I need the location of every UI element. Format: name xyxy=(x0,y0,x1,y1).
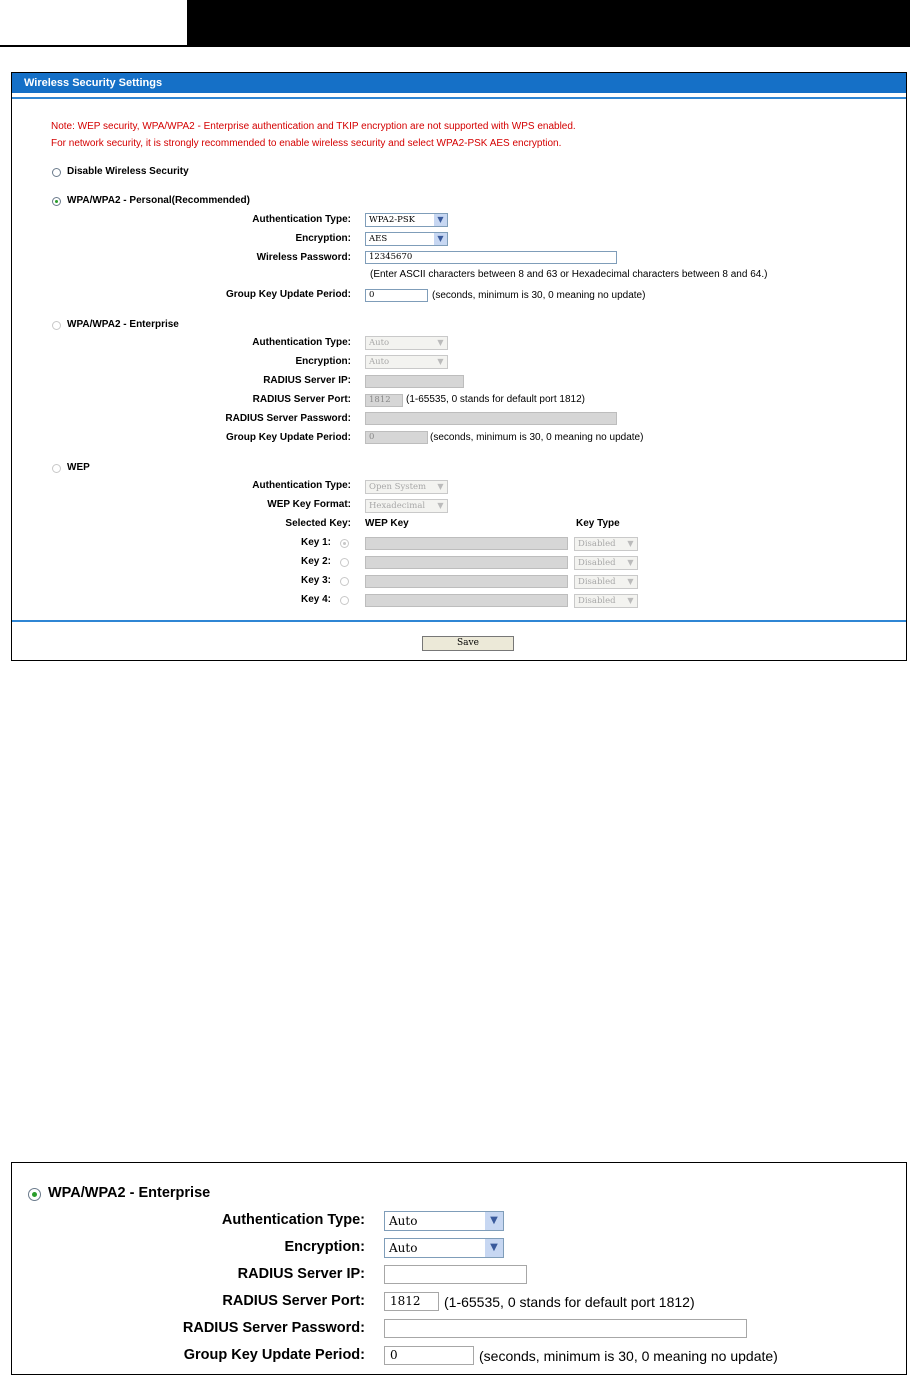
wep-key4-type-value: Disabled xyxy=(578,596,616,606)
note-recommend: For network security, it is strongly recommended to enable wireless security and select WPA2-PSK AES encryption. xyxy=(51,138,562,149)
chevron-down-icon: ▼ xyxy=(434,214,447,226)
zoom-enc-select[interactable] xyxy=(384,1238,504,1258)
enterprise-port-label: RADIUS Server Port: xyxy=(252,394,351,405)
wep-key-type-header: Key Type xyxy=(576,518,620,529)
wep-format-value: Hexadecimal xyxy=(369,501,426,511)
disable-security-radio[interactable] xyxy=(52,168,61,177)
enterprise-enc-label: Encryption: xyxy=(295,356,351,367)
personal-auth-value: WPA2-PSK xyxy=(369,215,415,225)
personal-enc-label: Encryption: xyxy=(295,233,351,244)
wep-key2-label: Key 2: xyxy=(300,556,331,567)
enterprise-port-input[interactable]: 1812 xyxy=(365,394,403,407)
zoom-port-label: RADIUS Server Port: xyxy=(222,1293,365,1309)
enterprise-auth-label: Authentication Type: xyxy=(252,337,351,348)
enterprise-password-input[interactable] xyxy=(365,412,617,425)
chevron-down-icon: ▼ xyxy=(434,500,447,512)
chevron-down-icon: ▼ xyxy=(624,576,637,588)
wep-key2-type-value: Disabled xyxy=(578,558,616,568)
enterprise-gk-input[interactable]: 0 xyxy=(365,431,428,444)
wep-radio[interactable] xyxy=(52,464,61,473)
wep-key2-type-select[interactable] xyxy=(574,556,638,570)
wep-key2-input[interactable] xyxy=(365,556,568,569)
panel-footer-divider xyxy=(12,620,906,622)
personal-gk-input[interactable]: 0 xyxy=(365,289,428,302)
chevron-down-icon: ▼ xyxy=(485,1239,503,1257)
wep-key4-type-select[interactable] xyxy=(574,594,638,608)
chevron-down-icon: ▼ xyxy=(434,356,447,368)
zoom-gk-label: Group Key Update Period: xyxy=(183,1347,365,1363)
wep-key3-type-value: Disabled xyxy=(578,577,616,587)
wep-key1-type-value: Disabled xyxy=(578,539,616,549)
chevron-down-icon: ▼ xyxy=(485,1212,503,1230)
zoom-gk-hint: (seconds, minimum is 30, 0 meaning no update) xyxy=(479,1348,778,1364)
enterprise-label: WPA/WPA2 - Enterprise xyxy=(67,319,179,330)
zoom-port-input[interactable]: 1812 xyxy=(384,1292,439,1311)
wep-key3-label: Key 3: xyxy=(300,575,331,586)
zoom-auth-label: Authentication Type: xyxy=(221,1212,365,1228)
zoom-auth-value: Auto xyxy=(389,1214,418,1228)
personal-gk-hint: (seconds, minimum is 30, 0 meaning no update) xyxy=(432,290,646,301)
personal-label: WPA/WPA2 - Personal(Recommended) xyxy=(67,195,250,206)
enterprise-gk-label: Group Key Update Period: xyxy=(225,432,351,443)
enterprise-radio[interactable] xyxy=(52,321,61,330)
wep-auth-value: Open System xyxy=(369,482,427,492)
zoom-port-hint: (1-65535, 0 stands for default port 1812) xyxy=(444,1294,695,1310)
zoom-auth-select[interactable] xyxy=(384,1211,504,1231)
page-header-rule xyxy=(0,45,187,47)
wep-key4-label: Key 4: xyxy=(300,594,331,605)
personal-gk-label: Group Key Update Period: xyxy=(225,289,351,300)
wep-auth-label: Authentication Type: xyxy=(252,480,351,491)
enterprise-gk-hint: (seconds, minimum is 30, 0 meaning no update) xyxy=(430,432,644,443)
personal-auth-select[interactable] xyxy=(365,213,448,227)
enterprise-enc-value: Auto xyxy=(369,357,390,367)
zoom-enterprise-radio[interactable] xyxy=(28,1188,41,1201)
personal-pw-hint: (Enter ASCII characters between 8 and 63 or Hexadecimal characters between 8 and 64.) xyxy=(370,269,768,280)
wep-format-label: WEP Key Format: xyxy=(267,499,351,510)
wep-key3-input[interactable] xyxy=(365,575,568,588)
enterprise-auth-value: Auto xyxy=(369,338,390,348)
panel-title-divider xyxy=(12,97,906,99)
wep-auth-select[interactable] xyxy=(365,480,448,494)
personal-pw-label: Wireless Password: xyxy=(256,252,351,263)
zoom-gk-input[interactable]: 0 xyxy=(384,1346,474,1365)
wep-key1-label: Key 1: xyxy=(300,537,331,548)
zoom-ip-label: RADIUS Server IP: xyxy=(237,1266,365,1282)
zoom-enterprise-label: WPA/WPA2 - Enterprise xyxy=(48,1185,211,1201)
save-button[interactable]: Save xyxy=(422,636,514,651)
chevron-down-icon: ▼ xyxy=(624,595,637,607)
enterprise-enc-select[interactable] xyxy=(365,355,448,369)
wep-key3-type-select[interactable] xyxy=(574,575,638,589)
page-header-bar xyxy=(187,0,910,47)
personal-auth-label: Authentication Type: xyxy=(252,214,351,225)
personal-enc-value: AES xyxy=(369,234,388,244)
chevron-down-icon: ▼ xyxy=(624,538,637,550)
zoom-enc-label: Encryption: xyxy=(284,1239,365,1255)
wep-format-select[interactable] xyxy=(365,499,448,513)
chevron-down-icon: ▼ xyxy=(624,557,637,569)
wep-key2-radio[interactable] xyxy=(340,558,349,567)
wep-key4-radio[interactable] xyxy=(340,596,349,605)
enterprise-ip-input[interactable] xyxy=(365,375,464,388)
personal-enc-select[interactable] xyxy=(365,232,448,246)
zoom-password-input[interactable] xyxy=(384,1319,747,1338)
wep-key-header: WEP Key xyxy=(365,518,409,529)
chevron-down-icon: ▼ xyxy=(434,337,447,349)
chevron-down-icon: ▼ xyxy=(434,481,447,493)
zoom-enc-value: Auto xyxy=(389,1241,418,1255)
wep-label: WEP xyxy=(67,462,90,473)
wep-key3-radio[interactable] xyxy=(340,577,349,586)
enterprise-ip-label: RADIUS Server IP: xyxy=(263,375,351,386)
personal-radio[interactable] xyxy=(52,197,61,206)
wep-selected-key-label: Selected Key: xyxy=(285,518,351,529)
enterprise-pass-label: RADIUS Server Password: xyxy=(225,413,351,424)
wep-key4-input[interactable] xyxy=(365,594,568,607)
enterprise-port-hint: (1-65535, 0 stands for default port 1812) xyxy=(406,394,586,405)
zoom-ip-input[interactable] xyxy=(384,1265,527,1284)
zoom-pass-label: RADIUS Server Password: xyxy=(182,1320,365,1336)
disable-security-label: Disable Wireless Security xyxy=(67,166,189,177)
chevron-down-icon: ▼ xyxy=(434,233,447,245)
wep-key1-input[interactable] xyxy=(365,537,568,550)
personal-password-input[interactable]: 12345670 xyxy=(365,251,617,264)
note-wps: Note: WEP security, WPA/WPA2 - Enterprise authentication and TKIP encryption are not supported with WPS enabled. xyxy=(51,121,576,132)
panel-title: Wireless Security Settings xyxy=(12,73,906,93)
wep-key1-type-select[interactable] xyxy=(574,537,638,551)
wep-key1-radio[interactable] xyxy=(340,539,349,548)
enterprise-auth-select[interactable] xyxy=(365,336,448,350)
